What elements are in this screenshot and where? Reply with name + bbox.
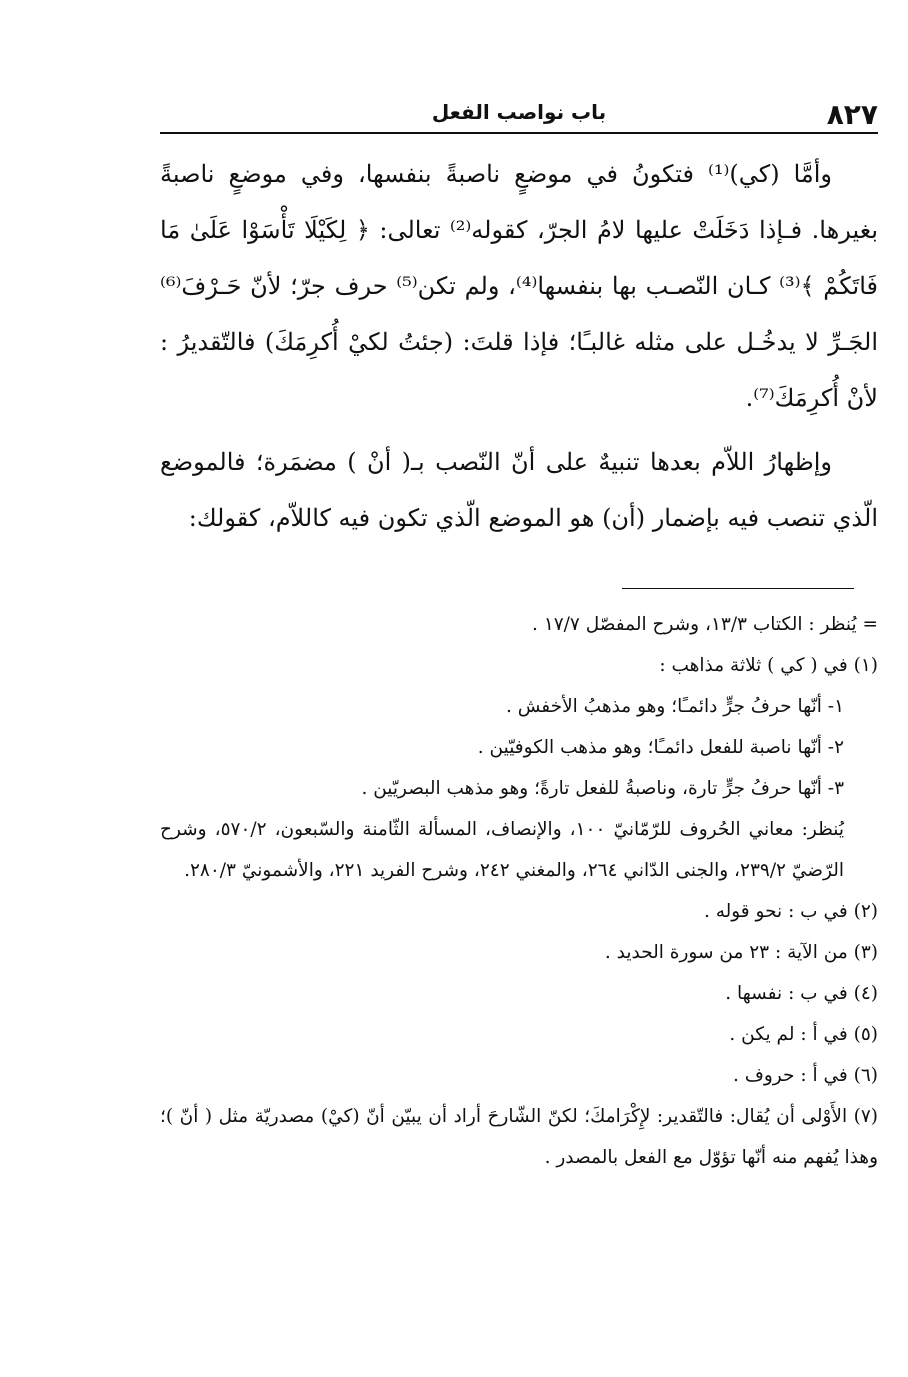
footnote-7: (٧) الأَوْلى أن يُقال: فالتّقدير: لإِكْرَامكَ؛ لكنّ الشّارحَ أراد أن يبيّن أنّ (كيْ) مصدريّة مثل ( أنّ )؛ وهذا يُفهم منه أنّها تؤوّل مع الفعل بالمصدر . [160, 1106, 878, 1168]
footnote-continuation: = يُنظر : الكتاب ١٣/٣، وشرح المفصّل ١٧/٧ . [532, 614, 878, 635]
footnote-4: (٤) في ب : نفسها . [725, 983, 878, 1004]
footnote-3: (٣) من الآية : ٢٣ من سورة الحديد . [604, 942, 878, 963]
page-header [160, 96, 878, 134]
footnote-1-item-2: ٢- أنّها ناصبة للفعل دائمـًا؛ وهو مذهب الكوفيّين . [477, 737, 844, 758]
page-number: ٨٢٧ [826, 98, 878, 131]
body-paragraph: وإظهارُ اللاّم بعدها تنبيهٌ على أنّ النّصب بـ( أنْ ) مضمَرة؛ فالموضع الّذي تنصب فيه بإضمار (أن) هو الموضع الّذي تكون فيه كاللاّم، كقولك: [160, 448, 878, 532]
footnote-1-item-3: ٣- أنّها حرفُ جرٍّ تارة، وناصبةُ للفعل تارةً؛ وهو مذهب البصريّين . [361, 778, 844, 799]
footnote-1-references: يُنظر: معاني الحُروف للرّمّانيّ ١٠٠، والإنصاف، المسألة الثّامنة والسّبعون، ٥٧٠/٢، وشرح الرّضيّ ٢٣٩/٢، والجنى الدّاني ٢٦٤، والمغني ٢٤٢، وشرح الفريد ٢٢١، والأشمونيّ ٢٨٠/٣. [160, 819, 845, 881]
footnote-5: (٥) في أ : لم يكن . [729, 1024, 878, 1045]
body-paragraph: وأمَّا (كي)⁽¹⁾ فتكونُ في موضعٍ ناصبةً بنفسها، وفي موضعٍ ناصبةً بغيرها. فـإذا دَخَلَتْ عليها لامُ الجرّ، كقوله⁽²⁾ تعالى: ﴿ لِكَيْلَا تَأْسَوْا عَلَىٰ مَا فَاتَكُمْ ﴾⁽³⁾ كـان النّصـب بها بنفسها⁽⁴⁾، ولم تكن⁽⁵⁾ حرف جرّ؛ لأنّ حَـرْفَ⁽⁶⁾ الجَـرِّ لا يدخُـل على مثله غالبـًا؛ فإذا قلتَ: (جئتُ لكيْ أُكرِمَكَ) فالتّقديرُ : لأنْ أُكرِمَكَ⁽⁷⁾. [160, 160, 879, 412]
footnote-6: (٦) في أ : حروف . [732, 1065, 878, 1086]
footnote-1: (١) في ( كي ) ثلاثة مذاهب : [659, 655, 878, 676]
footnotes [160, 604, 878, 1178]
footnote-2: (٢) في ب : نحو قوله . [703, 901, 878, 922]
running-title: باب نواصب الفعل [431, 100, 607, 124]
main-text [160, 146, 878, 546]
footnote-separator [622, 588, 854, 589]
footnote-1-item-1: ١- أنّها حرفُ جرٍّ دائمـًا؛ وهو مذهبُ الأخفش . [505, 696, 844, 717]
